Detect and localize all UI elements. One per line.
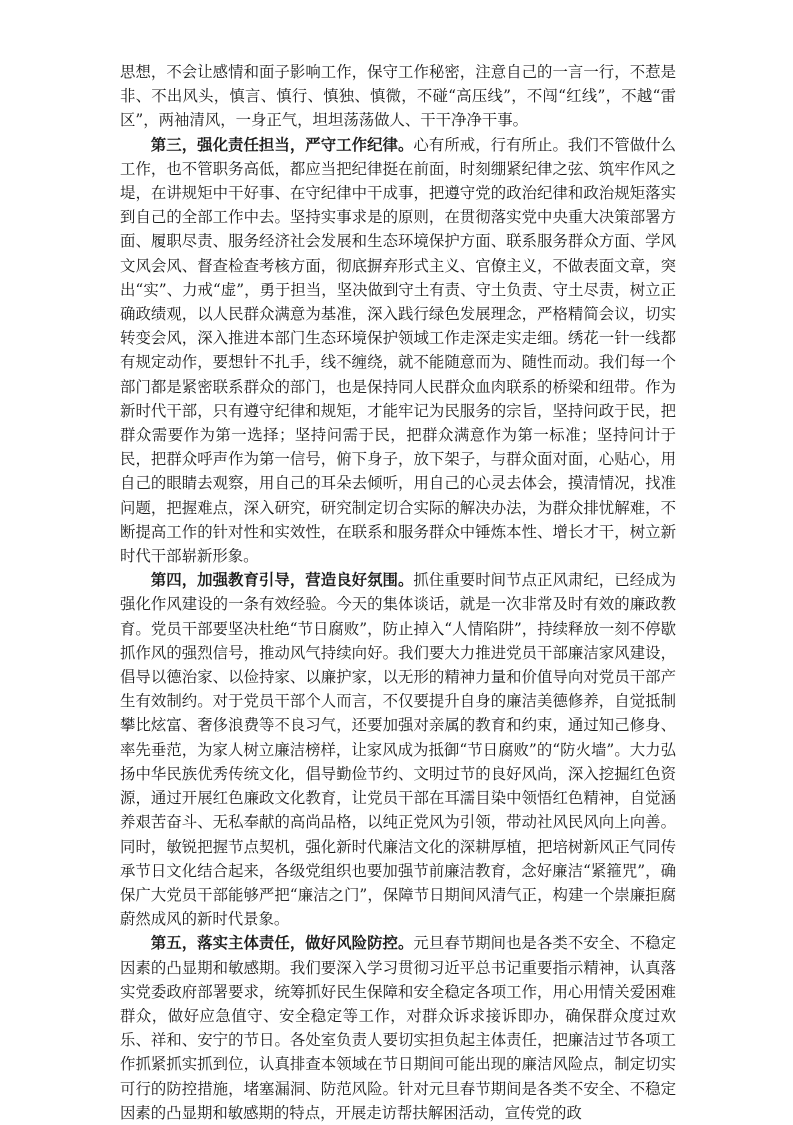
section-body-3: 心有所戒，行有所止。我们不管做什么工作，也不管职务高低，都应当把纪律挺在前面，时刻绷紧纪律之弦、筑牢作风之堤，在讲规矩中干好事、在守纪律中干成事，把遵守党的政治纪律和政治规矩落实到自己的全部工作中去。坚持实事求是的原则，在贯彻落实党中央重大决策部署方面、履职尽责、服务经济社会发展和生态环境保护方面、联系服务群众方面、学风文风会风、督查检查考核方面，彻底摒弃形式主义、官僚主义，不做表面文章，突出“实”、力戒“虚”，勇于担当，坚决做到守土有责、守土负责、守土尽责，树立正确政绩观，以人民群众满意为基准，深入践行绿色发展理念，严格精简会议，切实转变会风，深入推进本部门生态环境保护领域工作走深走实走细。绣花一针一线都有规定动作，要想针不扎手，线不缠绕，就不能随意而为、随性而动。我们每一个部门都是紧密联系群众的部门，也是保持同人民群众血肉联系的桥梁和纽带。作为新时代干部，只有遵守纪律和规矩，才能牢记为民服务的宗旨，坚持问政于民，把群众需要作为第一选择；坚持问需于民，把群众满意作为第一标准；坚持问计于民，把群众呼声作为第一信号，俯下身子，放下架子，与群众面对面，心贴心，用自己的眼睛去观察，用自己的耳朵去倾听，用自己的心灵去体会，摸清情况，找准问题，把握难点，深入研究，研究制定切合实际的解决办法，为群众排忧解难，不断提高工作的针对性和实效性，在联系和服务群众中锤炼本性、增长才干，树立新时代干部崭新形象。 [120,135,676,566]
section-body-4: 抓住重要时间节点正风肃纪，已经成为强化作风建设的一条有效经验。今天的集体谈话，就是一次非常及时有效的廉政教育。党员干部要坚决杜绝“节日腐败”，防止掉入“人情陷阱”，持续释放一刻不停歇抓作风的强烈信号，推动风气持续向好。我们要大力推进党员干部廉洁家风建设，倡导以德治家、以俭持家、以廉护家，以无形的精神力量和价值导向对党员干部产生有效制约。对于党员干部个人而言，不仅要提升自身的廉洁美德修养，自觉抵制攀比炫富、奢侈浪费等不良习气，还要加强对亲属的教育和约束，通过知己修身、率先垂范，为家人树立廉洁榜样，让家风成为抵御“节日腐败”的“防火墙”。大力弘扬中华民族优秀传统文化，倡导勤俭节约、文明过节的良好风尚，深入挖掘红色资源，通过开展红色廉政文化教育，让党员干部在耳濡目染中领悟红色精神，自觉涵养艰苦奋斗、无私奉献的高尚品格，以纯正党风为引领，带动社风民风向上向善。同时，敏锐把握节点契机，强化新时代廉洁文化的深耕厚植，把培树新风正气同传承节日文化结合起来，各级党组织也要加强节前廉洁教育，念好廉洁“紧箍咒”，确保广大党员干部能够严把“廉洁之门”，保障节日期间风清气正，构建一个崇廉拒腐蔚然成风的新时代景象。 [120,571,676,929]
section-heading-3: 第三，强化责任担当，严守工作纪律。 [150,135,414,154]
section-paragraph-5 [120,931,676,1125]
continuation-paragraph: 思想，不会让感情和面子影响工作，保守工作秘密，注意自己的一言一行，不惹是非、不出风头，慎言、慎行、慎独、慎微，不碰“高压线”，不闯“红线”，不越“雷区”，两袖清风，一身正气，坦坦荡荡做人、干干净净干事。 [120,63,676,130]
section-body-5: 元旦春节期间也是各类不安全、不稳定因素的凸显期和敏感期。我们要深入学习贯彻习近平总书记重要指示精神，认真落实党委政府部署要求，统筹抓好民生保障和安全稳定各项工作，用心用情关爱困难群众，做好应急值守、安全稳定等工作，对群众诉求接诉即办，确保群众度过欢乐、祥和、安宁的节日。各处室负责人要切实担负起主体责任，把廉洁过节各项工作抓紧抓实抓到位，认真排查本领域在节日期间可能出现的廉洁风险点，制定切实可行的防控措施，堵塞漏洞、防范风险。针对元旦春节期间是各类不安全、不稳定因素的凸显期和敏感期的特点，开展走访帮扶解困活动，宣传党的政 [120,934,676,1122]
section-paragraph-3 [120,133,676,569]
section-paragraph-4 [120,568,676,931]
section-heading-5: 第五，落实主体责任，做好风险防控。 [150,934,414,953]
document-page [120,60,676,1125]
section-heading-4: 第四，加强教育引导，营造良好氛围。 [150,571,414,590]
